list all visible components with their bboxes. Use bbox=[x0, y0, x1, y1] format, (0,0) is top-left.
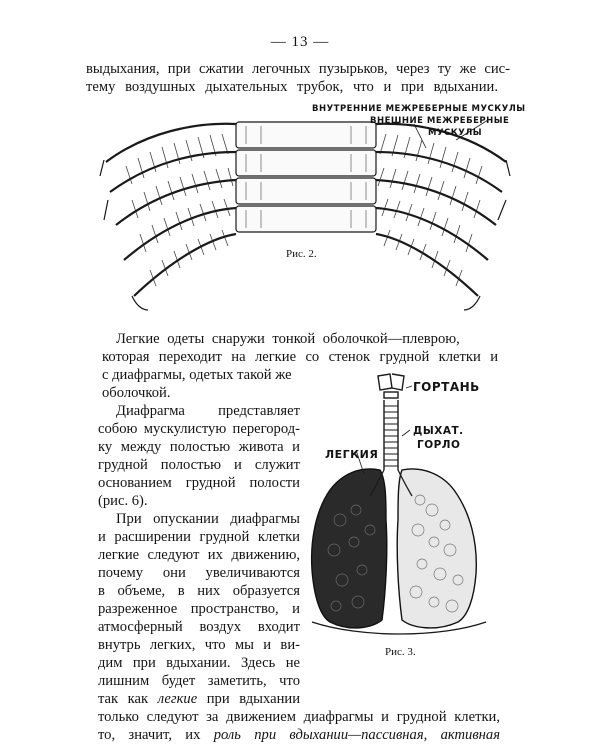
italic-text: легкие bbox=[157, 691, 198, 707]
text-line: только следуют за движением диафрагмы и грудной клетки, bbox=[98, 709, 500, 725]
text-line: Диафрагма представляет bbox=[116, 403, 300, 419]
text-line-mixed bbox=[98, 726, 500, 744]
text-line: основанием грудной полости bbox=[98, 475, 300, 491]
figure-label-trachea: ДЫХАТ. bbox=[413, 425, 464, 437]
text-line-mixed bbox=[98, 690, 300, 708]
figure-label-inner-muscles: ВНУТРЕННИЕ МЕЖРЕБЕРНЫЕ МУСКУЛЫ bbox=[312, 104, 526, 114]
text-line: Легкие одеты снаружи тонкой оболочкой—плеврою, bbox=[116, 331, 460, 347]
text-line: При опускании диафрагмы bbox=[116, 511, 300, 527]
lungs-illustration bbox=[300, 370, 500, 640]
figure-label-outer-muscles-2: МУСКУЛЫ bbox=[428, 128, 483, 138]
text-line: атмосферный воздух входит bbox=[98, 619, 300, 635]
text-line: в объеме, в них образуется bbox=[98, 583, 300, 599]
text-line: грудной полостью и служит bbox=[98, 457, 300, 473]
text-line: собою мускулистую перегород- bbox=[98, 421, 300, 437]
text-line: дим при вдыхании. Здесь не bbox=[98, 655, 300, 671]
text-line: (рис. 6). bbox=[98, 493, 148, 509]
text-line: оболочкой. bbox=[102, 385, 171, 401]
text-line: с диафрагмы, одетых такой же bbox=[102, 367, 292, 383]
text-line: лишним будет заметить, что bbox=[98, 673, 300, 689]
text-line: легкие следуют их движению, bbox=[98, 547, 300, 563]
figure-label-trachea-2: ГОРЛО bbox=[417, 439, 461, 451]
italic-text: роль при вдыхании—пассивная, активная bbox=[213, 727, 500, 743]
text-line: ку между полостью живота и bbox=[98, 439, 300, 455]
figure-label-lungs: ЛЕГКИЯ bbox=[325, 448, 379, 461]
text-line: выдыхания, при сжатии легочных пузырьков, через ту же сис- bbox=[86, 61, 510, 77]
text-line: разреженное пространство, и bbox=[98, 601, 300, 617]
text-line: тему воздушных дыхательных трубок, что и при вдыхании. bbox=[86, 79, 498, 95]
text-line: почему они увеличиваются bbox=[98, 565, 300, 581]
text-line: и расширении грудной клетки bbox=[98, 529, 300, 545]
text-line: которая переходит на легкие со стенок грудной клетки и bbox=[102, 349, 498, 365]
text-span: то, значит, их bbox=[98, 727, 214, 743]
text-span: так как bbox=[98, 691, 158, 707]
text-line: внутрь легких, что мы и ви- bbox=[98, 637, 300, 653]
figure-label-larynx: ГОРТАНЬ bbox=[413, 380, 480, 394]
figure-caption: Рис. 3. bbox=[385, 646, 416, 658]
page-number: — 13 — bbox=[270, 34, 330, 50]
figure-caption: Рис. 2. bbox=[286, 248, 317, 260]
text-span: при вдыхании bbox=[197, 691, 300, 707]
figure-label-outer-muscles: ВНЕШНИЕ МЕЖРЕБЕРНЫЕ bbox=[370, 116, 510, 126]
